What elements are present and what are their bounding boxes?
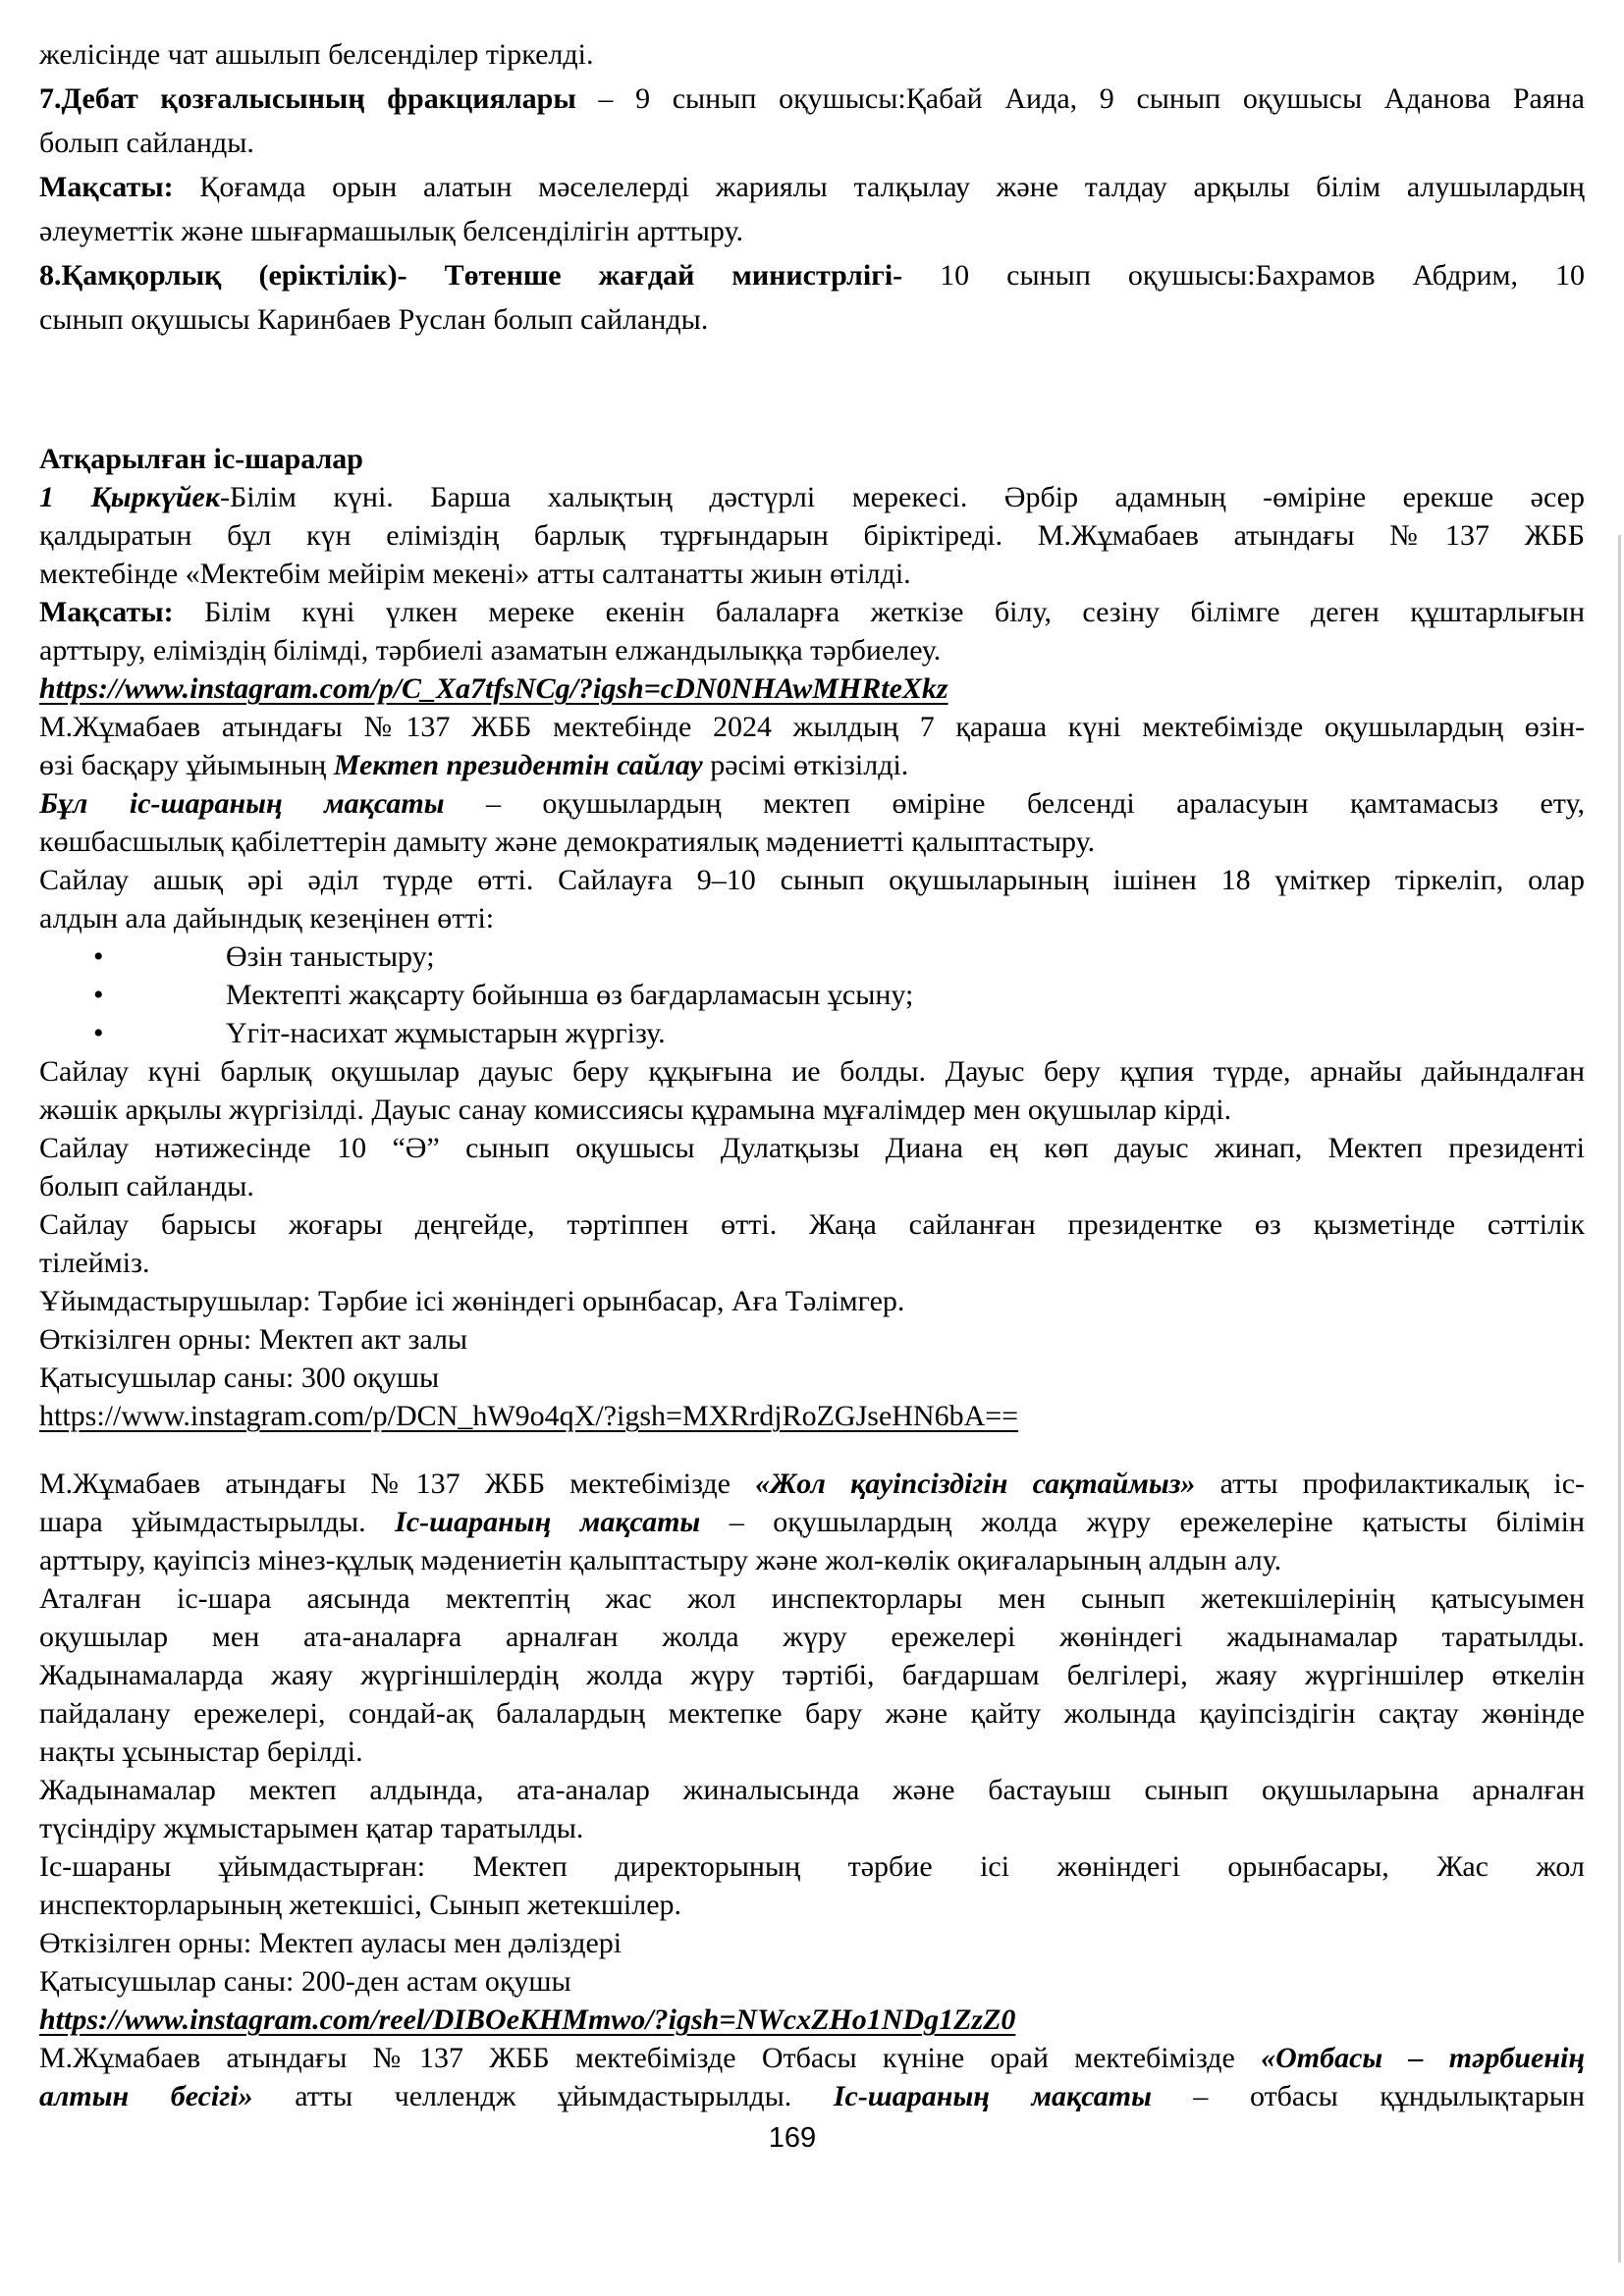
text-line bbox=[39, 1809, 1585, 1847]
text-run: Мақсаты: bbox=[39, 596, 174, 628]
text-line bbox=[39, 209, 1585, 253]
text-run: өзі басқару ұйымының bbox=[39, 749, 334, 781]
text-line bbox=[39, 1694, 1585, 1733]
instagram-link[interactable]: https://www.instagram.com/p/DCN_hW9o4qX/?igsh=MXRrdjRoZGJseHN6bA== bbox=[39, 1400, 1019, 1432]
text-run: М.Жұмабаев атындағы №137 ЖББ мектебімізде bbox=[39, 1468, 756, 1500]
text-run: Қоғамда орын алатын мәселелерді жариялы талқылау және талдау арқылы білім алушылардың bbox=[173, 171, 1585, 203]
text-run: М.Жұмабаев атындағы №137 ЖББ мектебінде 2024 жылдың 7 қараша күні мектебімізде оқушылардың өзін- bbox=[39, 711, 1585, 743]
text-run: шара ұйымдастырылды. bbox=[39, 1506, 396, 1538]
text-line bbox=[39, 1541, 1585, 1579]
text-line bbox=[39, 669, 1585, 708]
text-line bbox=[39, 1359, 1585, 1397]
text-run: рәсімі өткізілді. bbox=[702, 749, 909, 781]
text-line bbox=[39, 1052, 1585, 1091]
text-line bbox=[39, 165, 1585, 209]
text-line bbox=[39, 1503, 1585, 1541]
text-run: инспекторларының жетекшісі, Сынып жетекшілер. bbox=[39, 1889, 682, 1921]
text-line bbox=[39, 784, 1585, 823]
scan-edge-artifact bbox=[1618, 535, 1621, 2263]
text-line bbox=[39, 823, 1585, 861]
list-bullet-dot: • bbox=[93, 940, 104, 973]
text-line bbox=[39, 1167, 1585, 1205]
text-line bbox=[39, 478, 1585, 516]
text-line bbox=[39, 1397, 1585, 1435]
text-line bbox=[39, 1924, 1585, 1962]
text-line bbox=[39, 77, 1585, 121]
text-line bbox=[39, 32, 1585, 77]
text-run: Сайлау күні барлық оқушылар дауыс беру құқығына ие болды. Дауыс беру құпия түрде, арнайы дайындалған bbox=[39, 1055, 1585, 1088]
text-line bbox=[39, 297, 1585, 342]
text-line bbox=[39, 440, 1585, 478]
text-run: оқушылар мен ата-аналарға арналған жолда жүру ережелері жөніндегі жадынамалар таратылды. bbox=[39, 1621, 1585, 1653]
text-line bbox=[39, 593, 1585, 631]
bullet-item bbox=[39, 976, 1585, 1014]
text-run: әлеуметтік және шығармашылық белсенділігін арттыру. bbox=[39, 215, 743, 247]
text-run: Жадынамаларда жаяу жүргіншілердің жолда жүру тәртібі, бағдаршам белгілері, жаяу жүргіншілер өткелін bbox=[39, 1659, 1585, 1691]
text-run: алдын ала дайындық кезеңінен өтті: bbox=[39, 902, 495, 934]
text-run: Ұйымдастырушылар: Тәрбие ісі жөніндегі орынбасар, Аға Тәлімгер. bbox=[39, 1285, 905, 1317]
text-line bbox=[39, 1733, 1585, 1771]
text-run: Іс-шараның мақсаты bbox=[833, 2080, 1152, 2112]
text-run: нақты ұсыныстар берілді. bbox=[39, 1735, 363, 1768]
document-body bbox=[39, 32, 1585, 2115]
text-line bbox=[39, 1847, 1585, 1886]
list-bullet-dot: • bbox=[93, 979, 104, 1011]
text-run: атты профилактикалық іс- bbox=[1195, 1468, 1586, 1500]
text-run: арттыру, қауіпсіз мінез-құлық мәдениетін қалыптастыру және жол-көлік оқиғаларының алдын алу. bbox=[39, 1544, 1282, 1576]
text-run: тілейміз. bbox=[39, 1247, 150, 1279]
text-run: 10 сынып оқушысы:Бахрамов Абдрим, 10 bbox=[902, 259, 1585, 292]
text-run: Үгіт-насихат жұмыстарын жүргізу. bbox=[226, 1017, 666, 1049]
text-run: Қатысушылар саны: 200-ден астам оқушы bbox=[39, 1965, 571, 1998]
text-run: «Жол қауіпсіздігін сақтаймыз» bbox=[755, 1468, 1196, 1500]
text-line bbox=[39, 1886, 1585, 1924]
text-line bbox=[39, 1962, 1585, 2001]
text-line bbox=[39, 2039, 1585, 2077]
text-line bbox=[39, 861, 1585, 899]
text-run: Мақсаты: bbox=[39, 171, 174, 203]
text-run: 7.Дебат қозғалысының фракциялары bbox=[39, 82, 576, 115]
instagram-link[interactable]: https://www.instagram.com/reel/DIBOeKHMmwo/?igsh=NWcxZHo1NDg1ZzZ0 bbox=[39, 2003, 1016, 2036]
text-run: Сайлау ашық әрі әділ түрде өтті. Сайлауға 9–10 сынып оқушыларының ішінен 18 үміткер тіркеліп, олар bbox=[39, 864, 1585, 896]
text-line bbox=[39, 1244, 1585, 1282]
text-line bbox=[39, 121, 1585, 165]
text-run: болып сайланды. bbox=[39, 1170, 254, 1202]
text-line bbox=[39, 555, 1585, 593]
text-run: Аталған іс-шара аясында мектептің жас жол инспекторлары мен сынып жетекшілерінің қатысуымен bbox=[39, 1582, 1585, 1615]
section-club-elections bbox=[39, 32, 1585, 342]
text-line bbox=[39, 1129, 1585, 1167]
text-run: Мектепті жақсарту бойынша өз бағдарламасын ұсыну; bbox=[226, 979, 914, 1011]
text-line bbox=[39, 253, 1585, 297]
text-run: мектебінде «Мектебім мейірім мекені» атты салтанатты жиын өтілді. bbox=[39, 558, 911, 590]
text-run: Қатысушылар саны: 300 оқушы bbox=[39, 1362, 440, 1394]
text-run: Өткізілген орны: Мектеп акт залы bbox=[39, 1323, 468, 1356]
text-line bbox=[39, 1205, 1585, 1244]
text-run: Іс-шараны ұйымдастырған: Мектеп директорының тәрбие ісі жөніндегі орынбасары, Жас жол bbox=[39, 1850, 1585, 1883]
text-run: Жадынамалар мектеп алдында, ата-аналар жиналысында және бастауыш сынып оқушыларына арналған bbox=[39, 1774, 1585, 1806]
text-run: желісінде чат ашылып белсенділер тіркелді. bbox=[39, 38, 594, 71]
text-run: Іс-шараның мақсаты bbox=[395, 1506, 701, 1538]
text-line bbox=[39, 1656, 1585, 1694]
text-run: – оқушылардың жолда жүру ережелеріне қатысты білімін bbox=[700, 1506, 1585, 1538]
text-run: көшбасшылық қабілеттерін дамыту және демократиялық мәдениетті қалыптастыру. bbox=[39, 826, 1096, 858]
text-line bbox=[39, 746, 1585, 784]
text-run: Білім күні үлкен мереке екенін балаларға жеткізе білу, сезіну білімге деген құштарлығын bbox=[173, 596, 1585, 628]
text-run: жәшік арқылы жүргізілді. Дауыс санау комиссиясы құрамына мұғалімдер мен оқушылар кірді. bbox=[39, 1094, 1232, 1126]
text-line bbox=[39, 516, 1585, 555]
text-line bbox=[39, 2077, 1585, 2115]
text-run: – 9 сынып оқушысы:Қабай Аида, 9 сынып оқушысы Аданова Раяна bbox=[575, 82, 1585, 115]
bullet-item bbox=[39, 1014, 1585, 1052]
text-run: Өткізілген орны: Мектеп ауласы мен дәліздері bbox=[39, 1927, 623, 1959]
text-run: 8.Қамқорлық (еріктілік)- Төтенше жағдай министрлігі- bbox=[39, 259, 903, 292]
text-run: болып сайланды. bbox=[39, 127, 254, 159]
text-run: Өзін таныстыру; bbox=[226, 940, 435, 973]
text-run: – оқушылардың мектеп өміріне белсенді араласуын қамтамасыз ету, bbox=[444, 787, 1585, 820]
section-road-safety-and-family-day bbox=[39, 1465, 1585, 2115]
text-run: Сайлау нәтижесінде 10 “Ә” сынып оқушысы Дулатқызы Диана ең көп дауыс жинап, Мектеп президенті bbox=[39, 1132, 1585, 1164]
text-line bbox=[39, 1282, 1585, 1320]
text-run: арттыру, еліміздің білімді, тәрбиелі азаматын елжандылыққа тәрбиелеу. bbox=[39, 634, 942, 667]
instagram-link[interactable]: https://www.instagram.com/p/C_Xa7tfsNCg/?igsh=cDN0NHAwMHRteXkz bbox=[39, 672, 948, 705]
text-run: қалдыратын бұл күн еліміздің барлық тұрғындарын біріктіреді. М.Жұмабаев атындағы №137 ЖББ bbox=[39, 519, 1585, 552]
bullet-item bbox=[39, 937, 1585, 976]
list-bullet-dot: • bbox=[93, 1017, 104, 1049]
text-line bbox=[39, 631, 1585, 669]
text-run: түсіндіру жұмыстарымен қатар таратылды. bbox=[39, 1812, 584, 1844]
text-run: атты челлендж ұйымдастырылды. bbox=[252, 2080, 834, 2112]
text-line bbox=[39, 1771, 1585, 1809]
text-run: Сайлау барысы жоғары деңгейде, тәртіппен өтті. Жаңа сайланған президентке өз қызметінде сәттілік bbox=[39, 1208, 1585, 1241]
text-run: алтын бесігі» bbox=[39, 2080, 253, 2112]
text-line bbox=[39, 1579, 1585, 1618]
text-run: сынып оқушысы Каринбаев Руслан болып сайланды. bbox=[39, 303, 709, 336]
text-line bbox=[39, 1320, 1585, 1359]
text-run: Мектеп президентін сайлау bbox=[333, 749, 703, 781]
text-run: пайдалану ережелері, сондай-ақ балалардың мектепке бару және қайту жолында қауіпсіздігін сақтау жөнінде bbox=[39, 1697, 1585, 1730]
text-line bbox=[39, 899, 1585, 937]
text-run: 1 Қыркүйек bbox=[39, 481, 221, 513]
text-line bbox=[39, 708, 1585, 746]
text-line bbox=[39, 1091, 1585, 1129]
text-run: М.Жұмабаев атындағы №137 ЖББ мектебімізде Отбасы күніне орай мектебімізде bbox=[39, 2042, 1262, 2074]
section-knowledge-day-and-president-election bbox=[39, 440, 1585, 1435]
text-run: -Білім күні. Барша халықтың дәстүрлі мерекесі. Әрбір адамның -өміріне ерекше әсер bbox=[220, 481, 1585, 513]
text-run: «Отбасы – тәрбиенің bbox=[1261, 2042, 1585, 2074]
text-line bbox=[39, 1465, 1585, 1503]
text-line bbox=[39, 2001, 1585, 2039]
text-run: – отбасы құндылықтарын bbox=[1151, 2080, 1586, 2112]
page-number: 169 bbox=[768, 2122, 817, 2154]
text-line bbox=[39, 1618, 1585, 1656]
text-run: Бұл іс-шараның мақсаты bbox=[39, 787, 445, 820]
text-run: Атқарылған іс-шаралар bbox=[39, 443, 363, 475]
